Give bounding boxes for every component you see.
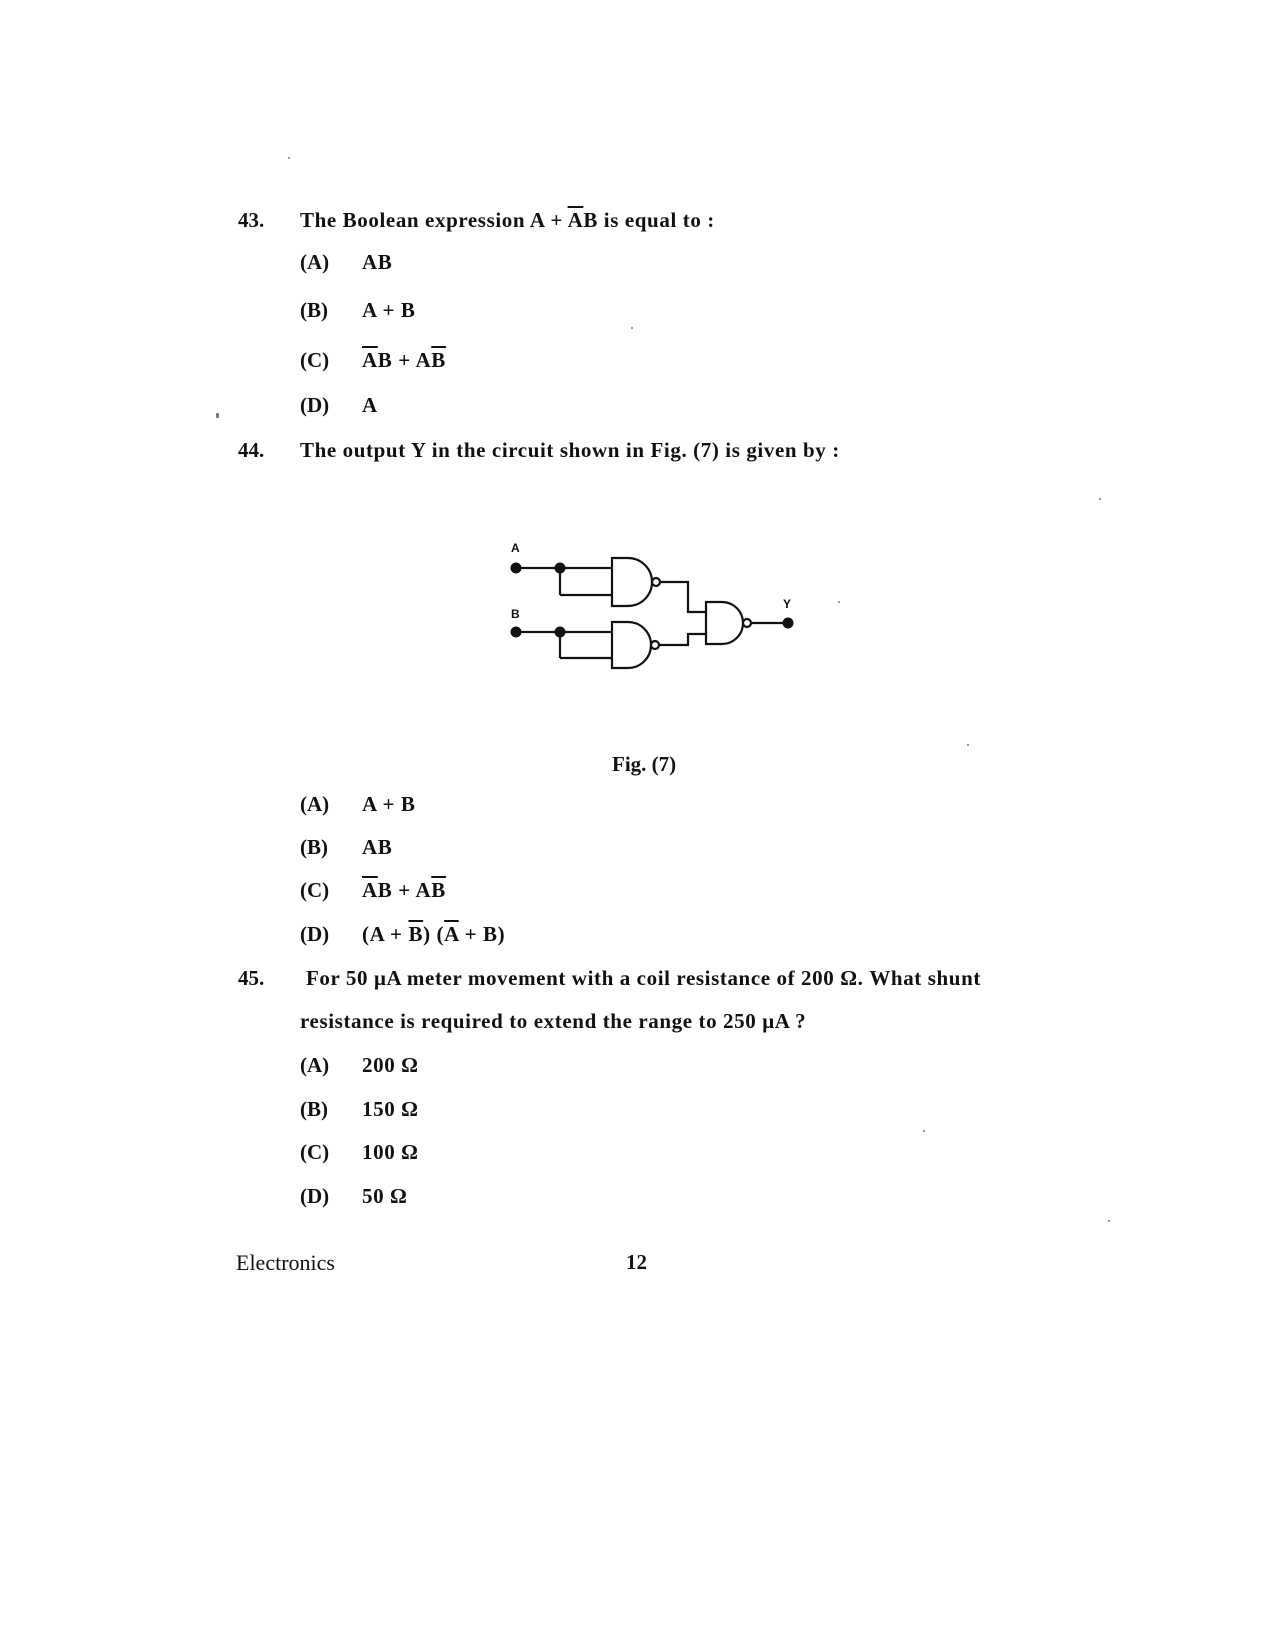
nand-gate-bottom — [612, 622, 651, 668]
scan-speck — [1108, 1220, 1110, 1222]
question-45-number: 45. — [238, 966, 265, 990]
input-b-terminal — [511, 627, 522, 638]
q44-option-d-label: (D) — [300, 922, 330, 946]
output-y-label: Y — [783, 597, 792, 611]
q45-option-b-label: (B) — [300, 1097, 328, 1121]
nand-gate-top — [612, 558, 652, 606]
q43-option-a-text: AB — [362, 250, 393, 274]
figure-caption: Fig. (7) — [612, 752, 677, 776]
nand-gate-top-bubble — [652, 578, 660, 586]
q45-option-b-text: 150 Ω — [362, 1097, 419, 1121]
q44-option-c-text: $\overline{A}B + A\overline{B}$ — [362, 878, 446, 902]
question-45-stem-line-2: resistance is required to extend the range to 250 μA ? — [300, 1009, 807, 1033]
question-43-stem: The Boolean expression $A + \overline{A}B$ is equal to : — [300, 208, 715, 232]
q44-option-a-label: (A) — [300, 792, 330, 816]
gate-top-output-wire — [660, 582, 706, 612]
input-b-label: B — [511, 607, 520, 621]
input-a-label: A — [511, 541, 520, 555]
question-45-stem-line-1: For 50 μA meter movement with a coil resistance of 200 Ω. What shunt — [306, 966, 981, 990]
scan-speck — [1099, 498, 1101, 500]
footer-page-number: 12 — [626, 1250, 647, 1274]
input-b-junction — [555, 627, 566, 638]
nand-gate-output-bubble — [743, 619, 751, 627]
q44-option-a-text: A + B — [362, 792, 416, 816]
q45-option-a-text: 200 Ω — [362, 1053, 419, 1077]
scan-speck — [288, 157, 290, 159]
q44-option-b-text: AB — [362, 835, 393, 859]
question-44-stem: The output Y in the circuit shown in Fig. (7) is given by : — [300, 438, 840, 462]
question-44-number: 44. — [238, 438, 265, 462]
scan-speck — [216, 413, 219, 418]
gate-bottom-output-wire — [659, 634, 706, 645]
q44-option-c-label: (C) — [300, 878, 330, 902]
scan-speck — [923, 1130, 925, 1132]
q45-option-a-label: (A) — [300, 1053, 330, 1077]
footer-subject: Electronics — [236, 1250, 335, 1275]
scan-speck — [967, 744, 969, 746]
nand-gate-output — [706, 602, 743, 644]
input-a-terminal — [511, 563, 522, 574]
q43-option-a-label: (A) — [300, 250, 330, 274]
output-y-terminal — [783, 618, 794, 629]
nand-gate-bottom-bubble — [651, 641, 659, 649]
scan-speck — [838, 601, 840, 603]
q45-option-c-text: 100 Ω — [362, 1140, 419, 1164]
q43-option-c-label: (C) — [300, 348, 330, 372]
q45-option-c-label: (C) — [300, 1140, 330, 1164]
q44-option-b-label: (B) — [300, 835, 328, 859]
q43-option-d-text: A — [362, 393, 378, 417]
q44-option-d-text: $(A + \overline{B})$ $(\overline{A} + B)$ — [362, 922, 506, 946]
input-a-junction — [555, 563, 566, 574]
scan-speck — [631, 327, 633, 329]
q43-option-b-text: A + B — [362, 298, 416, 322]
nand-circuit-figure — [500, 540, 820, 670]
q43-option-c-text: $\overline{A}B + A\overline{B}$ — [362, 348, 446, 372]
q43-option-d-label: (D) — [300, 393, 330, 417]
q43-option-b-label: (B) — [300, 298, 328, 322]
q45-option-d-label: (D) — [300, 1184, 330, 1208]
q45-option-d-text: 50 Ω — [362, 1184, 408, 1208]
question-43-number: 43. — [238, 208, 265, 232]
